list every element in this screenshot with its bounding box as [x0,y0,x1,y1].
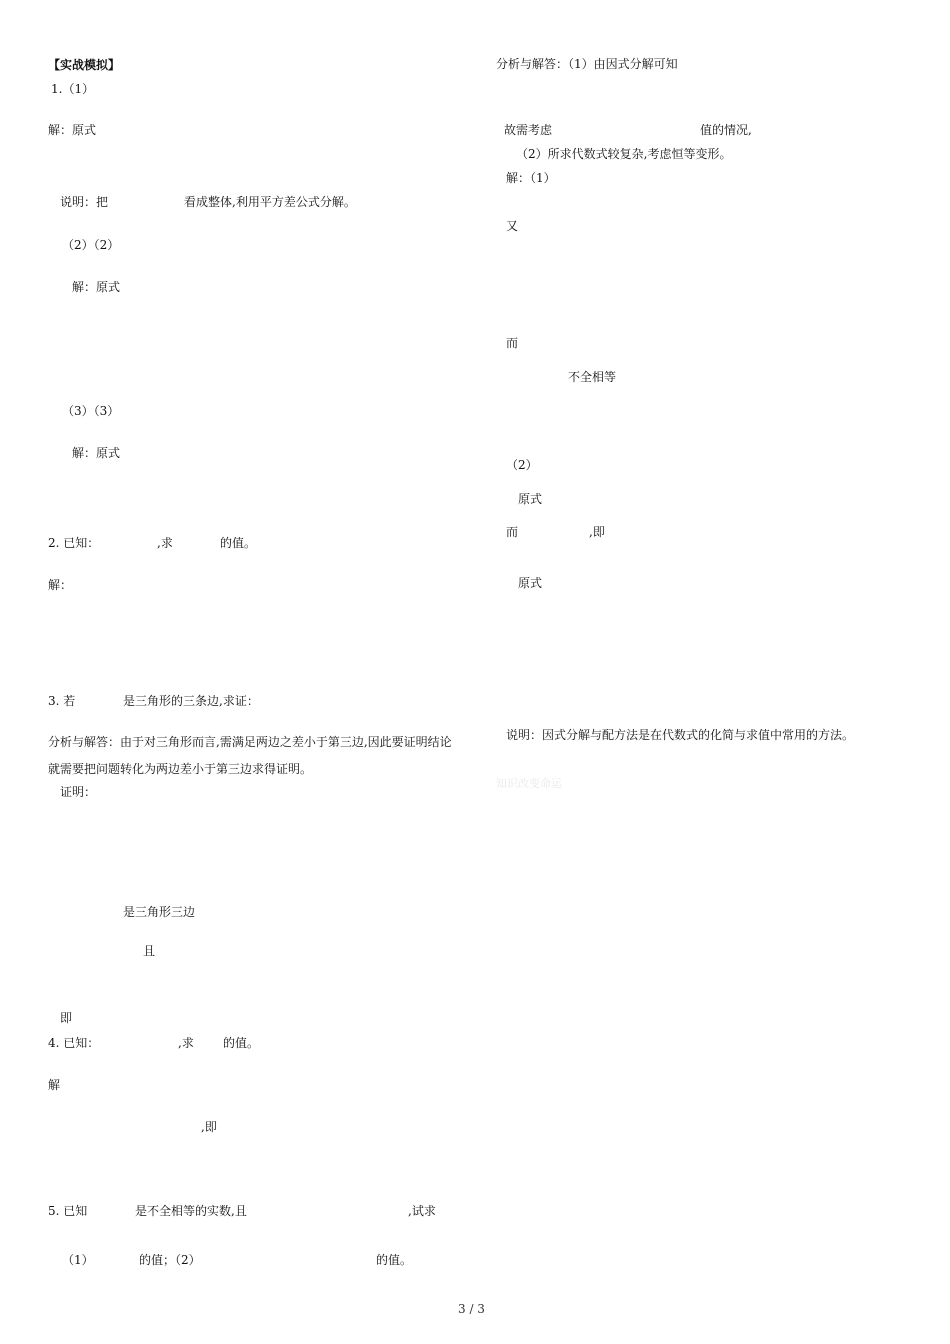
r-note: 说明：因式分解与配方法是在代数式的化简与求值中常用的方法。 [506,728,855,742]
q3-analysis-line2: 就需要把问题转化为两边差小于第三边求得证明。 [48,762,313,776]
r-part2-note: （2）所求代数式较复杂,考虑恒等变形。 [516,147,732,161]
q1-solution: 解：原式 [48,123,97,137]
q1-label: 1.（1） [51,82,95,96]
r-original-2: 原式 [518,576,543,590]
q5-part1-text: 的值；（2） [139,1253,201,1267]
q3-text-b: 是三角形的三条边,求证： [123,694,259,708]
q1-2-label: （2）（2） [62,238,120,252]
q5-text-a: 5. 已知 [48,1204,88,1218]
r-but-2: 而 [506,525,519,539]
r-also: 又 [506,219,519,233]
q4-ie: ,即 [201,1120,217,1134]
q2-solution: 解： [48,578,73,592]
q3-text-a: 3. 若 [48,694,76,708]
r-solution-1: 解：（1） [506,171,556,185]
r-ie: ,即 [589,525,605,539]
q3-and: 且 [143,944,156,958]
watermark: 知识改变命运 [496,777,562,790]
q2-text-a: 2. 已知： [48,536,100,550]
q1-3-solution: 解：原式 [72,446,121,460]
q5-part2-text: 的值。 [376,1253,413,1267]
r-part2-label: （2） [506,458,538,472]
r-consider-a: 故需考虑 [504,123,553,137]
q2-text-c: 的值。 [220,536,257,550]
r-not-all-equal: 不全相等 [568,370,617,384]
q5-text-c: ,试求 [408,1204,436,1218]
q4-solution: 解 [48,1078,61,1092]
section-heading: 【实战模拟】 [48,58,121,72]
r-but: 而 [506,336,519,350]
q1-note-a: 说明：把 [60,195,109,209]
q1-3-label: （3）（3） [62,404,120,418]
q5-part1-label: （1） [62,1253,94,1267]
q3-sides: 是三角形三边 [123,905,196,919]
q4-text-b: ,求 [178,1036,194,1050]
q1-note-b: 看成整体,利用平方差公式分解。 [184,195,356,209]
q4-text-a: 4. 已知： [48,1036,100,1050]
q2-text-b: ,求 [157,536,173,550]
q1-2-solution: 解：原式 [72,280,121,294]
r-analysis: 分析与解答：（1）由因式分解可知 [496,57,678,71]
q3-analysis-line1: 分析与解答：由于对三角形而言,需满足两边之差小于第三边,因此要证明结论 [48,735,452,749]
page-number: 3 / 3 [458,1302,485,1316]
r-consider-b: 值的情况, [700,123,752,137]
q5-text-b: 是不全相等的实数,且 [135,1204,247,1218]
r-original-1: 原式 [518,492,543,506]
q3-proof: 证明： [60,785,97,799]
q4-text-c: 的值。 [223,1036,260,1050]
q3-ie: 即 [60,1011,73,1025]
